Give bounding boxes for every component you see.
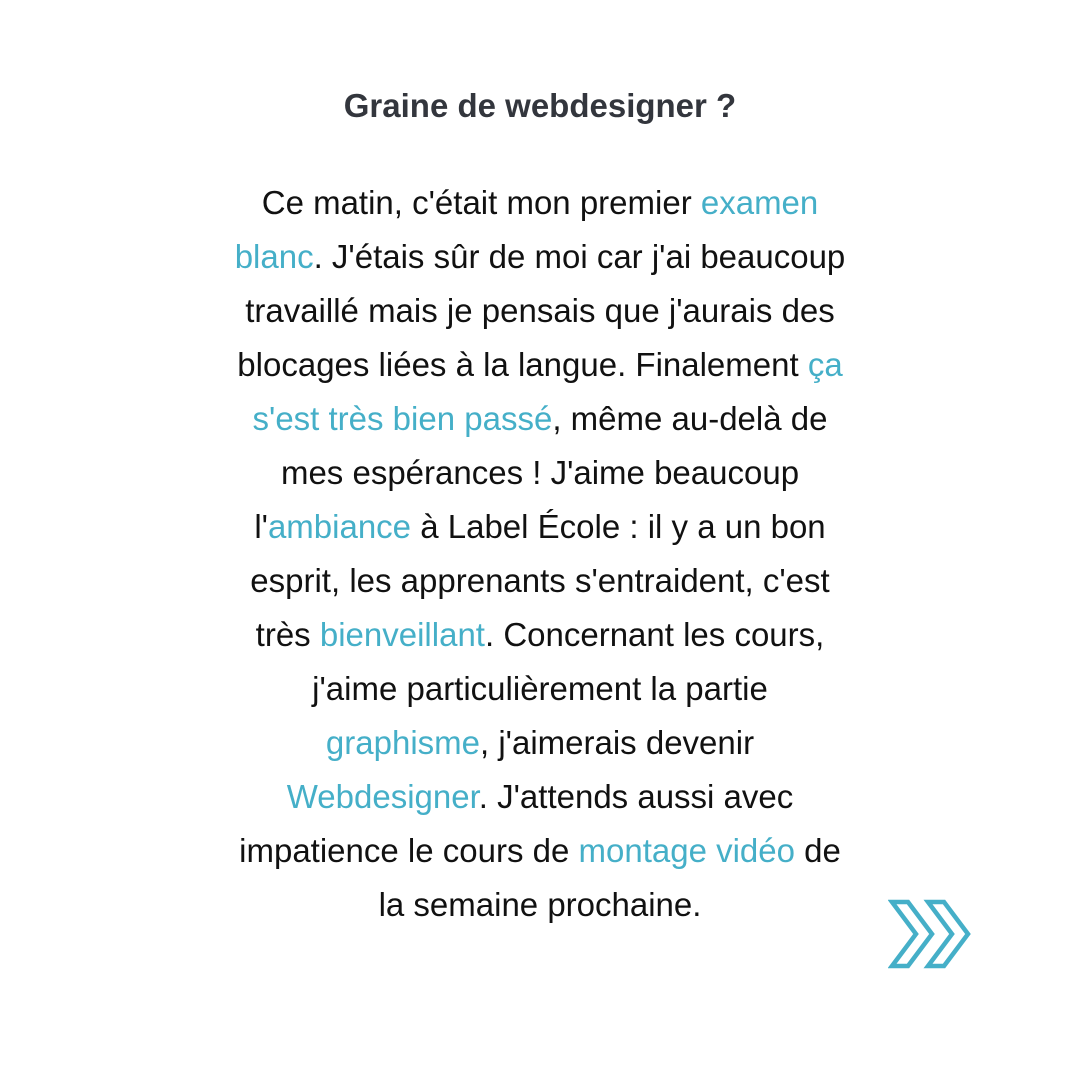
text-line: l'ambiance à Label École : il y a un bon bbox=[254, 508, 826, 545]
text-line: mes espérances ! J'aime beaucoup bbox=[280, 454, 800, 491]
text-line: très bienveillant. Concernant les cours, bbox=[255, 616, 825, 653]
double-chevron-right-icon[interactable] bbox=[888, 896, 980, 972]
highlight: blanc bbox=[234, 238, 314, 275]
text-line: impatience le cours de montage vidéo de bbox=[239, 832, 841, 869]
text-line: blocages liées à la langue. Finalement ça bbox=[237, 346, 843, 383]
page-title: Graine de webdesigner ? bbox=[343, 87, 737, 124]
highlight: montage vidéo bbox=[578, 832, 795, 869]
highlight: s'est très bien passé bbox=[252, 400, 553, 437]
text-line: s'est très bien passé, même au-delà de bbox=[252, 400, 828, 437]
text-line: Webdesigner. J'attends aussi avec bbox=[286, 778, 794, 815]
highlight: Webdesigner bbox=[286, 778, 479, 815]
highlight: graphisme bbox=[325, 724, 480, 761]
text-line: Ce matin, c'était mon premier examen bbox=[261, 184, 819, 221]
highlight: ça bbox=[807, 346, 843, 383]
text-line: la semaine prochaine. bbox=[378, 886, 702, 923]
text-line: esprit, les apprenants s'entraident, c'est bbox=[250, 562, 830, 599]
highlight: bienveillant bbox=[319, 616, 485, 653]
highlight: examen bbox=[700, 184, 819, 221]
text-line: blanc. J'étais sûr de moi car j'ai beaucoup bbox=[234, 238, 846, 275]
text-line: travaillé mais je pensais que j'aurais des bbox=[245, 292, 835, 329]
highlight: ambiance bbox=[267, 508, 412, 545]
text-line: graphisme, j'aimerais devenir bbox=[325, 724, 755, 761]
testimonial-text bbox=[170, 176, 910, 932]
text-line: j'aime particulièrement la partie bbox=[312, 670, 768, 707]
